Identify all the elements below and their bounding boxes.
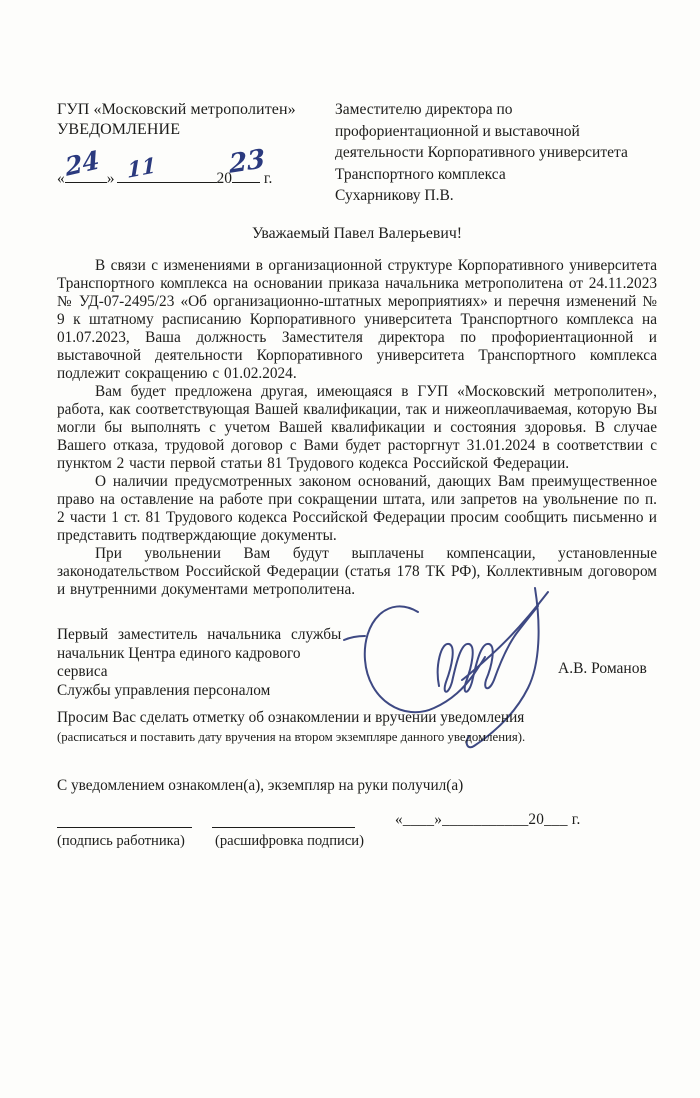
- handwritten-month: 11: [127, 152, 157, 183]
- paragraph-2: Вам будет предложена другая, имеющаяся в ГУП «Московский метрополитен», работа, как соответствующая Вашей квалификации, так и нижеоплачиваемая, которую Вы могли бы выполнять с учетом Вашей квалификации и состояния здоровья. В случае Вашего отказа, трудовой договор с Вами будет расторгнут 31.01.2024 в соответствии с пунктом 2 части первой статьи 81 Трудового кодекса Российской Федерации.: [57, 383, 657, 472]
- salutation: Уважаемый Павел Валерьевич!: [251, 225, 463, 242]
- signer-title-line: Службы управления персоналом: [57, 681, 271, 699]
- transcript-label: (расшифровка подписи): [215, 833, 364, 849]
- addressee-line: Транспортного комплекса: [335, 165, 506, 183]
- acknowledgement-line: С уведомлением ознакомлен(а), экземпляр на руки получил(а): [57, 777, 464, 794]
- handwritten-day: 24: [63, 145, 102, 182]
- paragraph-4: При увольнении Вам будут выплачены компенсации, установленные законодательством Российской Федерации (статья 178 ТК РФ), Коллективным договором и внутренними документами метрополитена.: [57, 545, 657, 598]
- signer-name: А.В. Романов: [558, 660, 647, 677]
- sender-block: [57, 100, 337, 140]
- doc-title: УВЕДОМЛЕНИЕ: [57, 121, 181, 138]
- date-year-suffix: г.: [263, 170, 273, 187]
- worker-signature-blank: [57, 813, 192, 828]
- date-line: [57, 144, 317, 201]
- signer-title-line: Первый заместитель начальника службы: [57, 626, 342, 643]
- date-open-quote: «: [57, 170, 65, 187]
- org-name: ГУП «Московский метрополитен»: [57, 101, 296, 118]
- body-text: [57, 257, 657, 599]
- paragraph-3: О наличии предусмотренных законом оснований, дающих Вам преимущественное право на оставление на работе при сокращении штата, или запретов на увольнение по п. 2 части 1 ст. 81 Трудового кодекса Российской Федерации просим сообщить письменно и представить подтверждающие документы.: [57, 473, 657, 544]
- addressee-block: [335, 99, 665, 207]
- transcript-blank: [212, 813, 355, 828]
- handwritten-year: 23: [228, 144, 266, 180]
- handover-note-small: (расписаться и поставить дату вручения на втором экземпляре данного уведомления).: [57, 730, 526, 744]
- paragraph-1: В связи с изменениями в организационной структуре Корпоративного университета Транспортного комплекса на основании приказа начальника метрополитена от 24.11.2023 № УД-07-2495/23 «Об организационно-штатных мероприятиях» и перечня изменений № 9 к штатному расписанию Корпоративного университета Транспортного комплекса на 01.07.2023, Ваша должность Заместителя директора по профориентационной и выставочной деятельности Корпоративного университета Транспортного комплекса подлежит сокращению с 01.02.2024.: [57, 257, 657, 382]
- signature-scribble-icon: [342, 582, 557, 754]
- date-century: 20: [216, 170, 232, 187]
- worker-signature-label: (подпись работника): [57, 833, 185, 849]
- signer-title-line: начальник Центра единого кадрового сервиса: [57, 644, 301, 681]
- handover-note: Просим Вас сделать отметку об ознакомлении и вручении уведомления: [57, 709, 525, 726]
- addressee-line: Сухарникову П.В.: [335, 187, 454, 204]
- date-close-quote: »: [106, 170, 115, 187]
- ack-date-template: «____»___________20___ г.: [395, 811, 581, 828]
- addressee-line: профориентационной и выставочной: [335, 122, 580, 140]
- signer-titles: [57, 626, 350, 700]
- addressee-line: Заместителю директора по: [335, 101, 513, 118]
- addressee-line: деятельности Корпоративного университета: [335, 144, 628, 161]
